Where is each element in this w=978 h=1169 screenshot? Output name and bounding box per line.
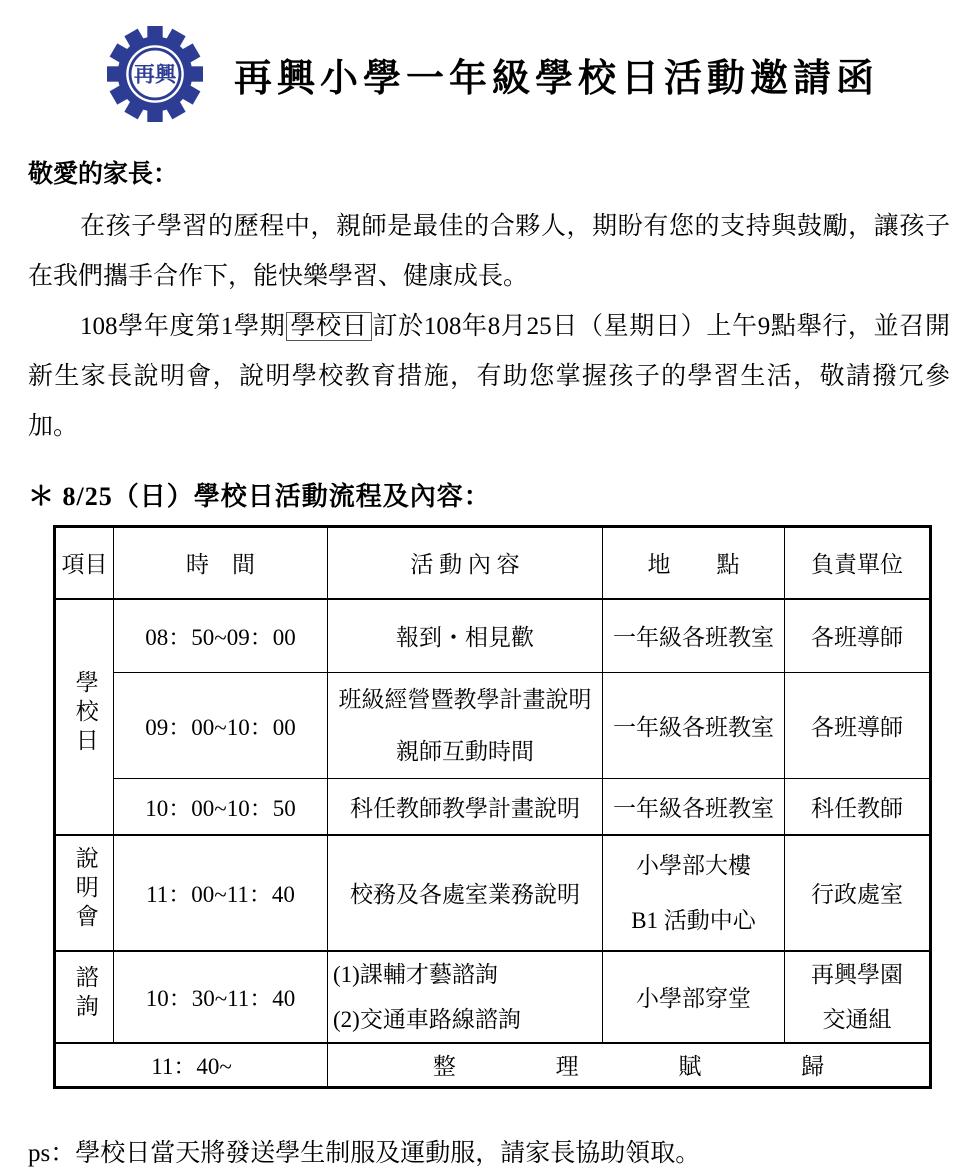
col-header-content: 活 動 內 容 bbox=[328, 527, 603, 599]
cell-unit-briefing: 行政處室 bbox=[785, 835, 931, 951]
salutation-text: 敬愛的家長： bbox=[28, 161, 179, 188]
col-header-item: 項目 bbox=[55, 527, 114, 599]
table-header-row bbox=[55, 527, 931, 599]
school-gear-logo-icon bbox=[104, 26, 206, 122]
document-header bbox=[104, 24, 950, 124]
table-row-subject-plan bbox=[55, 779, 931, 835]
cell-content-checkin: 報到・相見歡 bbox=[328, 599, 603, 673]
table-row-checkin bbox=[55, 599, 931, 673]
table-row-briefing bbox=[55, 835, 931, 951]
logo-text: 再興 bbox=[133, 62, 177, 87]
cell-time-class-plan: 09：00~10：00 bbox=[114, 673, 328, 779]
col-header-location: 地 點 bbox=[603, 527, 785, 599]
cell-content-wrapup: 整 理 賦 歸 bbox=[328, 1043, 931, 1088]
cell-time-wrapup: 11：40~ bbox=[55, 1043, 328, 1088]
group-label-school-day: 學校日 bbox=[55, 599, 114, 835]
cell-content-briefing: 校務及各處室業務說明 bbox=[328, 835, 603, 951]
cell-location-class-plan: 一年級各班教室 bbox=[603, 673, 785, 779]
paragraph-event-info bbox=[28, 302, 950, 452]
table-row-consult bbox=[55, 951, 931, 1043]
col-header-time: 時 間 bbox=[114, 527, 328, 599]
group-label-consult: 諮詢 bbox=[55, 951, 114, 1043]
cell-content-consult: (1)課輔才藝諮詢 (2)交通車路線諮詢 bbox=[328, 951, 603, 1043]
paragraph-intro: 在孩子學習的歷程中，親師是最佳的合夥人，期盼有您的支持與鼓勵，讓孩子在我們攜手合作下，能快樂學習、健康成長。 bbox=[28, 213, 950, 290]
group-label-briefing: 說明會 bbox=[55, 835, 114, 951]
cell-location-briefing: 小學部大樓 B1 活動中心 bbox=[603, 835, 785, 951]
cell-location-checkin: 一年級各班教室 bbox=[603, 599, 785, 673]
cell-unit-checkin: 各班導師 bbox=[785, 599, 931, 673]
paragraph-event-before: 108學年度第1學期 bbox=[80, 313, 286, 340]
table-row-wrapup bbox=[55, 1043, 931, 1088]
ps-note: ps：學校日當天將發送學生制服及運動服，請家長協助領取。 bbox=[28, 1140, 701, 1167]
col-header-unit: 負責單位 bbox=[785, 527, 931, 599]
page-title: 再興小學一年級學校日活動邀請函 bbox=[234, 57, 880, 100]
cell-location-subject-plan: 一年級各班教室 bbox=[603, 779, 785, 835]
cell-time-subject-plan: 10：00~10：50 bbox=[114, 779, 328, 835]
cell-unit-subject-plan: 科任教師 bbox=[785, 779, 931, 835]
cell-time-consult: 10：30~11：40 bbox=[114, 951, 328, 1043]
cell-unit-consult: 再興學園 交通組 bbox=[785, 951, 931, 1043]
cell-time-checkin: 08：50~09：00 bbox=[114, 599, 328, 673]
cell-location-consult: 小學部穿堂 bbox=[603, 951, 785, 1043]
cell-unit-class-plan: 各班導師 bbox=[785, 673, 931, 779]
cell-content-class-plan: 班級經營暨教學計畫說明 親師互動時間 bbox=[328, 673, 603, 779]
cell-time-briefing: 11：00~11：40 bbox=[114, 835, 328, 951]
paragraph-event-after: 訂於108年8月25日（星期日）上午9點舉行，並召開新生家長說明會，說明學校教育措施，有助您掌握孩子的學習生活，敬請撥冗參加。 bbox=[28, 313, 950, 440]
schedule-heading: ＊ 8/25（日）學校日活動流程及內容： bbox=[28, 482, 491, 511]
table-row-class-plan bbox=[55, 673, 931, 779]
cell-content-subject-plan: 科任教師教學計畫說明 bbox=[328, 779, 603, 835]
schedule-table bbox=[53, 525, 932, 1089]
boxed-school-day-term: 學校日 bbox=[286, 312, 371, 341]
